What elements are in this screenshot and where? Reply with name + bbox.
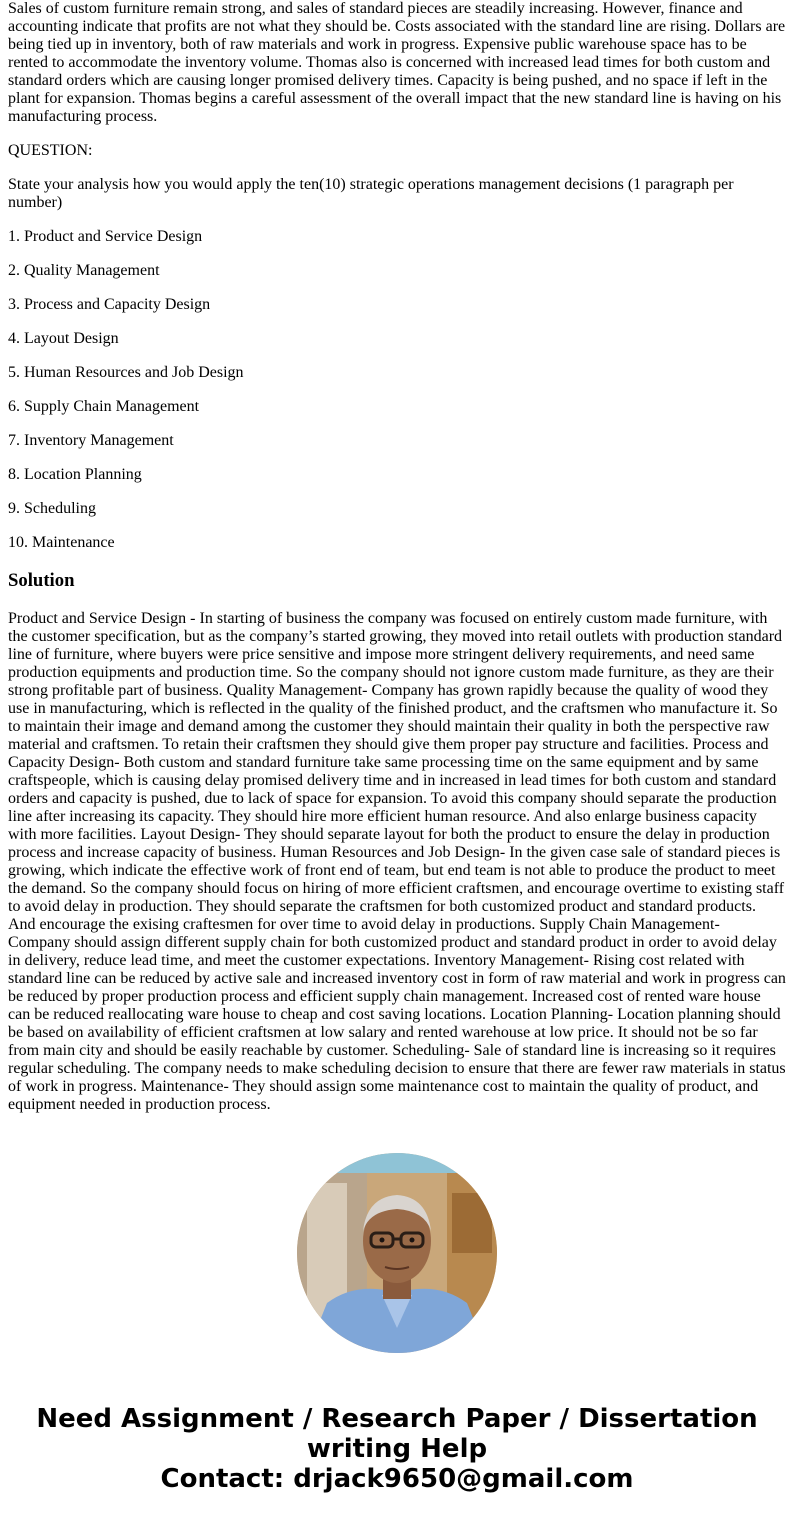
list-item: 10. Maintenance <box>8 534 115 551</box>
question-label: QUESTION: <box>8 142 93 159</box>
list-item: 5. Human Resources and Job Design <box>8 364 244 381</box>
list-item: 6. Supply Chain Management <box>8 398 200 415</box>
intro-paragraph: Sales of custom furniture remain strong, and sales of standard pieces are steadily increasing. However, finance and accounting indicate that profits are not what they should be. Costs associated with the standard line are rising. Dollars are being tied up in inventory, both of raw materials and work in progress. Expensive public warehouse space has to be rented to accommodate the inventory volume. Thomas also is concerned with increased lead times for both custom and standard orders which are causing longer promised delivery times. Capacity is being pushed, and no space if left in the plant for expansion. Thomas begins a careful assessment of the overall impact that the new standard line is having on his manufacturing process. <box>8 0 786 125</box>
list-item: 1. Product and Service Design <box>8 228 203 245</box>
list-item: 4. Layout Design <box>8 330 119 347</box>
list-item: 7. Inventory Management <box>8 432 174 449</box>
list-item: 8. Location Planning <box>8 466 142 483</box>
avatar-portrait-icon <box>297 1153 497 1353</box>
question-text: State your analysis how you would apply the ten(10) strategic operations management decisions (1 paragraph per number) <box>8 176 734 211</box>
cta-headline: Need Assignment / Research Paper / Dissertation writing Help <box>36 1404 758 1464</box>
list-item: 9. Scheduling <box>8 500 96 517</box>
solution-heading: Solution <box>8 570 75 591</box>
cta-contact: Contact: drjack9650@gmail.com <box>160 1464 634 1494</box>
author-avatar <box>297 1153 497 1353</box>
contact-banner <box>0 1404 794 1494</box>
list-item: 2. Quality Management <box>8 262 160 279</box>
solution-answer: Product and Service Design - In starting of business the company was focused on entirely custom made furniture, with the customer specification, but as the company’s started growing, they moved into retail outlets with production standard line of furniture, where buyers were price sensitive and impose more stringent delivery requirements, and need same production equipments and production time. So the company should not ignore custom made furniture, as they are their strong profitable part of business. Quality Management- Company has grown rapidly because the quality of wood they use in manufacturing, which is reflected in the quality of the finished product, and the craftsmen who manufacture it. So to maintain their image and demand among the customer they should maintain their quality in both the perspective raw material and craftsmen. To retain their craftsmen they should give them proper pay structure and facilities. Process and Capacity Design- Both custom and standard furniture take same processing time on the same equipment and by same craftspeople, which is causing delay promised delivery time and in increased in lead times for both custom and standard orders and capacity is pushed, due to lack of space for expansion. To avoid this company should separate the production line after increasing its capacity. They should hire more efficient human resource. And also enlarge business capacity with more facilities. Layout Design- They should separate layout for both the product to ensure the delay in production process and increase capacity of business. Human Resources and Job Design- In the given case sale of standard pieces is growing, which indicate the effective work of front end of team, but end team is not able to produce the product to meet the demand. So the company should focus on hiring of more efficient craftsmen, and encourage overtime to existing staff to avoid delay in production. They should separate the craftsmen for both customized product and standard products. And encourage the exising craftesmen for over time to avoid delay in productions. Supply Chain Management- Company should assign different supply chain for both customized product and standard product in order to avoid delay in delivery, reduce lead time, and meet the customer expectations. Inventory Management- Rising cost related with standard line can be reduced by active sale and increased inventory cost in form of raw material and work in progress can be reduced by proper production process and efficient supply chain management. Increased cost of rented ware house can be reduced reallocating ware house to cheap and cost saving locations. Location Planning- Location planning should be based on availability of efficient craftsmen at low salary and rented warehouse at low price. It should not be so far from main city and should be easily reachable by customer. Scheduling- Sale of standard line is increasing so it requires regular scheduling. The company needs to make scheduling decision to ensure that there are fewer raw materials in status of work in progress. Maintenance- They should assign some maintenance cost to maintain the quality of product, and equipment needed in production process. <box>8 610 786 1113</box>
list-item: 3. Process and Capacity Design <box>8 296 211 313</box>
